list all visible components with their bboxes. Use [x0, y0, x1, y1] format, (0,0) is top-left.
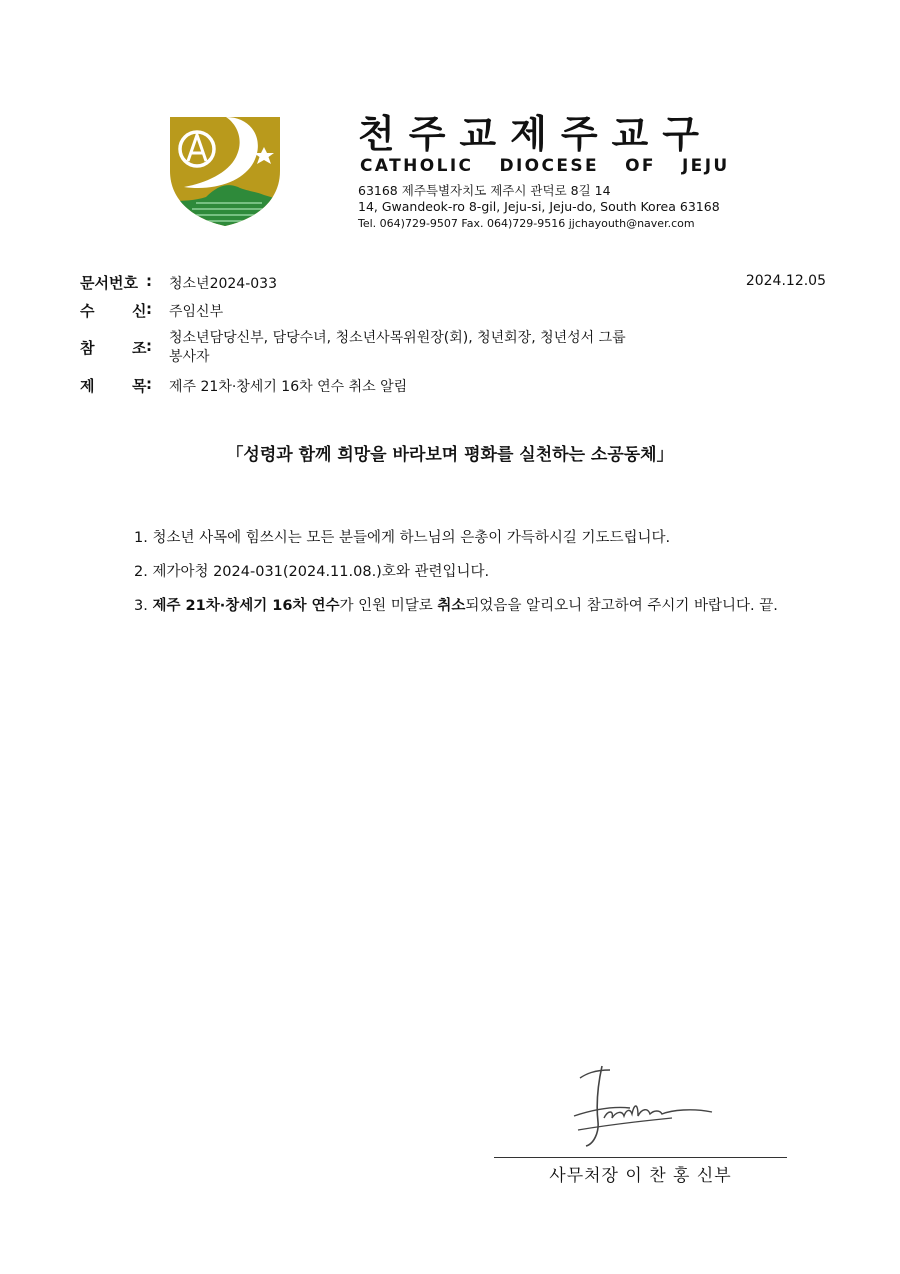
doc-number-label: 문서번호: [80, 274, 138, 292]
contact-info: Tel. 064)729-9507 Fax. 064)729-9516 jjchayouth@naver.com: [358, 217, 695, 230]
signer-name: 사무처장 이 찬 홍 신부: [549, 1166, 732, 1186]
document-date: 2024.12.05: [745, 273, 826, 289]
colon: :: [146, 337, 152, 355]
paragraph-text: 가 인원 미달로: [339, 598, 438, 614]
colon: :: [146, 375, 152, 393]
diocese-motto: 「성령과 함께 희망을 바라보며 평화를 실천하는 소공동체」: [226, 445, 674, 465]
cc-line-2: 봉사자: [169, 349, 210, 365]
label-char: 참: [80, 339, 95, 357]
cc-line-1: 청소년담당신부, 담당수녀, 청소년사목위원장(회), 청년회장, 청년성서 그룹: [169, 330, 626, 346]
recipient-label: [80, 300, 147, 321]
address-korean: 63168 제주특별자치도 제주시 관덕로 8길 14: [358, 183, 611, 198]
subject-label: [80, 375, 147, 396]
org-name-en-word: JEJU: [681, 156, 730, 176]
label-char: 제: [80, 377, 95, 395]
label-char: 수: [80, 302, 95, 320]
label-char: 신: [132, 302, 147, 320]
label-char: 목: [132, 377, 147, 395]
paragraph-text: 1. 청소년 사목에 힘쓰시는 모든 분들에게 하느님의 은총이 가득하시길 기도드립니다.: [134, 530, 671, 546]
colon: :: [146, 300, 152, 318]
event-name: 제주 21차·창세기 16차 연수: [152, 598, 340, 614]
org-name-en-word: OF: [625, 156, 656, 176]
cc-label: [80, 337, 147, 358]
signature-line: [494, 1157, 787, 1158]
doc-number: 청소년2024-033: [169, 276, 277, 292]
cancel-word: 취소: [437, 598, 466, 614]
org-name-en-word: DIOCESE: [499, 156, 600, 176]
subject: 제주 21차·창세기 16차 연수 취소 알림: [169, 379, 408, 395]
org-name-korean: 천주교제주교구: [358, 112, 713, 156]
body-paragraph-3: [80, 589, 828, 623]
label-char: 조: [132, 339, 147, 357]
body-paragraph-1: [80, 521, 828, 555]
paragraph-number: 3.: [134, 598, 153, 614]
recipient: 주임신부: [169, 304, 224, 320]
org-name-en-word: CATHOLIC: [360, 156, 474, 176]
address-english: 14, Gwandeok-ro 8-gil, Jeju-si, Jeju-do, South Korea 63168: [358, 199, 720, 214]
diocese-logo: [166, 113, 284, 227]
colon: :: [146, 272, 152, 290]
org-name-english: [360, 156, 730, 176]
body-paragraph-2: [80, 555, 828, 589]
paragraph-text: 2. 제가아청 2024-031(2024.11.08.)호와 관련입니다.: [134, 564, 490, 580]
paragraph-text: 되었음을 알리오니 참고하여 주시기 바랍니다. 끝.: [465, 598, 778, 614]
handwritten-signature: [572, 1060, 722, 1152]
